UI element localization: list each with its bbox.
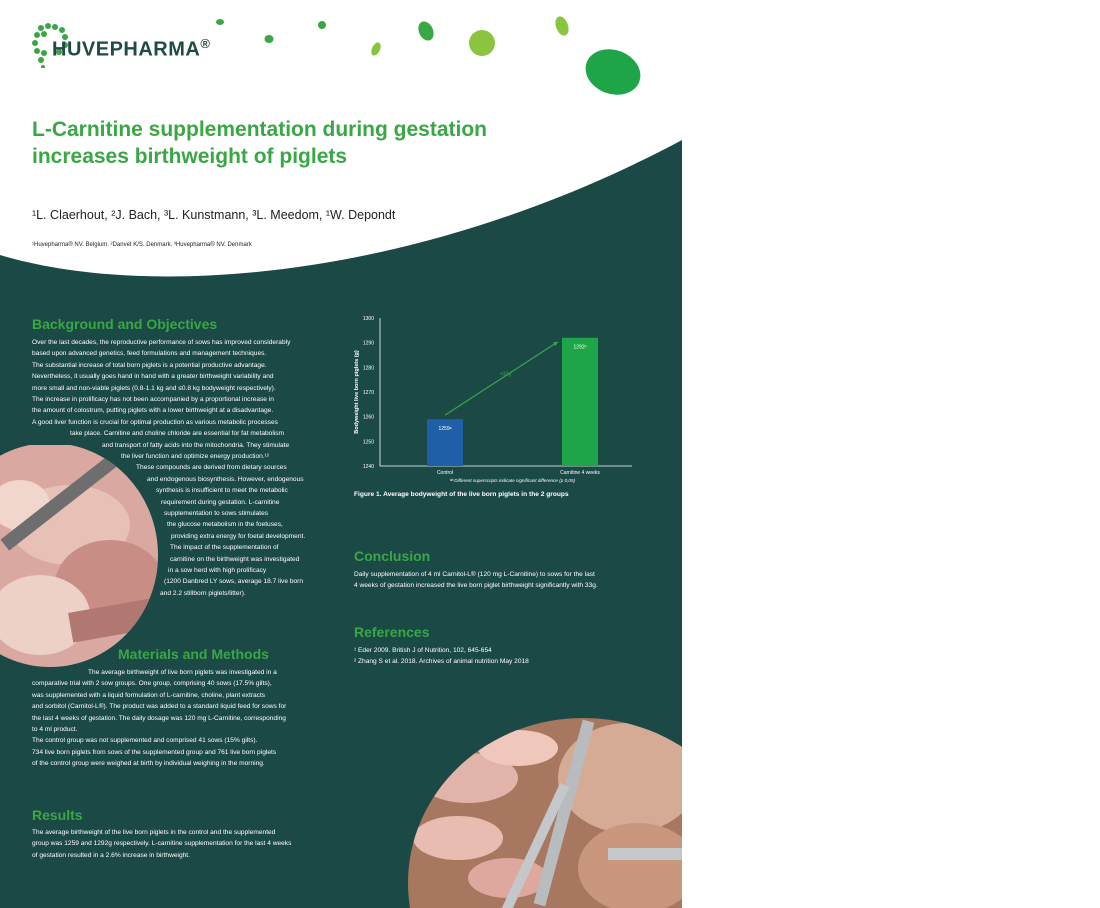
background-line: more small and non-viable piglets (0.8-1.1 kg and ≤0.8 kg bodyweight respectively).: [32, 384, 276, 392]
title-line-2: increases birthweight of piglets: [32, 145, 348, 168]
birthweight-chart: [352, 312, 642, 487]
background-line: and 2.2 stillborn piglets/litter).: [160, 589, 246, 597]
background-line: carnitine on the birthweight was investigated: [170, 555, 300, 563]
results-line: group was 1259 and 1292g respectively. L-carnitine supplementation for the last 4 weeks: [32, 840, 292, 848]
background-line: and endogenous biosynthesis. However, endogenous: [147, 475, 304, 483]
background-line: and transport of fatty acids into the mitochondria. They stimulate: [102, 441, 290, 449]
background-line: in a sow herd with high prolificacy: [168, 567, 267, 574]
materials-line: to 4 ml product.: [32, 726, 78, 733]
y-tick-label: 1240: [362, 464, 374, 470]
background-line: The increase in prolificacy has not been accompanied by a proportional increase in: [32, 396, 274, 403]
results-line: The average birthweight of the live born piglets in the control and the supplemented: [32, 829, 276, 836]
background-line: the glucose metabolism in the foetuses,: [167, 521, 283, 529]
background-heading: Background and Objectives: [32, 316, 218, 332]
background-line: (1200 Danbred LY sows, average 18.7 live born: [164, 578, 304, 586]
background-line: the amount of colostrum, putting piglets with a lower birthweight at a disadvantage.: [32, 407, 274, 415]
piglets-photo-right: [408, 718, 682, 908]
materials-line: the last 4 weeks of gestation. The daily dosage was 120 mg L-Carnitine, corresponding: [32, 714, 286, 722]
authors: ¹L. Claerhout, ²J. Bach, ³L. Kunstmann, ³L. Meedom, ¹W. Depondt: [32, 208, 396, 222]
brand-name: [52, 36, 210, 62]
materials-line: comparative trial with 2 sow groups. One group, comprising 40 sows (17.5% gilts),: [32, 680, 272, 688]
materials-line: The average birthweight of live born piglets was investigated in a: [88, 669, 277, 676]
bar-value-label: 1292ᵇ: [573, 344, 587, 351]
y-tick-label: 1250: [362, 439, 374, 446]
background-line: requirement during gestation. L-carnitine: [161, 498, 280, 506]
title-line-1: L-Carnitine supplementation during gestation: [32, 118, 488, 141]
background-line: synthesis is insufficient to meet the metabolic: [156, 487, 288, 495]
materials-line: 734 live born piglets from sows of the supplemented group and 761 live born piglets: [32, 748, 277, 756]
brand-registered-mark: ®: [200, 36, 211, 51]
y-tick-label: 1260: [362, 414, 374, 421]
results-heading: Results: [32, 807, 83, 823]
poster-title: [32, 116, 592, 170]
increase-annotation: +33g: [499, 371, 512, 378]
conclusion-line: Daily supplementation of 4 ml Carnitol-L® (120 mg L-Carnitine) to sows for the last: [354, 571, 595, 578]
background-line: supplementation to sows stimulates: [164, 510, 269, 517]
materials-heading: Materials and Methods: [118, 646, 269, 662]
references-line: ¹ Eder 2009. British J of Nutrition, 102, 645-654: [354, 647, 492, 654]
affiliations: ¹Huvepharma® NV. Belgium. ²Danvet K/S. Denmark. ³Huvepharma® NV. Denmark: [32, 242, 252, 248]
background-line: A good liver function is crucial for optimal production as various metabolic processes: [32, 418, 278, 426]
y-tick-label: 1280: [362, 365, 374, 372]
materials-line: and sorbitol (Carnitol-L®). The product was added to a standard liquid feed for sows for: [32, 703, 287, 711]
references-heading: References: [354, 624, 430, 640]
y-axis-label: Bodyweight live born piglets (g): [354, 350, 360, 434]
background-line: the liver function and optimize energy production.¹²: [121, 453, 270, 460]
piglets-photo-left: [0, 445, 165, 667]
materials-line: of the control group were weighed at birth by individual weighing in the morning.: [32, 760, 265, 768]
x-tick-label: Control: [436, 470, 454, 476]
background-line: These compounds are derived from dietary sources: [136, 464, 287, 472]
increase-arrow-line: [445, 342, 558, 415]
chart-footnote: ᵃᵇ Different superscripts indicate significant difference (p 0,05): [449, 478, 576, 483]
background-line: based upon advanced genetics, feed formulations and management techniques.: [32, 350, 267, 358]
materials-line: The control group was not supplemented and comprised 41 sows (15% gilts).: [32, 737, 258, 745]
conclusion-heading: Conclusion: [354, 548, 431, 564]
bar-value-label: 1259ᵃ: [438, 426, 452, 433]
brand-name-text: HUVEPHARMA: [52, 38, 201, 61]
results-line: of gestation resulted in a 2.6% increase in birthweight.: [32, 851, 190, 859]
background-line: take place. Carnitine and choline chloride are essential for fat metabolism: [70, 430, 285, 438]
y-tick-label: 1290: [362, 340, 374, 347]
figure-caption: Figure 1. Average bodyweight of the live born piglets in the 2 groups: [354, 491, 569, 498]
background-line: Over the last decades, the reproductive performance of sows has improved considerably: [32, 339, 291, 346]
references-line: ² Zhang S et al. 2018. Archives of animal nutrition May 2018: [354, 658, 529, 666]
background-line: Nevertheless, it usually goes hand in hand with a greater birthweight variability and: [32, 373, 274, 381]
bar-carnitine: [562, 338, 598, 466]
materials-line: was supplemented with a liquid formulation of L-carnitine, choline, plant extracts: [32, 691, 266, 699]
background-line: The impact of the supplementation of: [170, 544, 279, 552]
background-line: providing extra energy for foetal development.: [171, 532, 306, 540]
background-line: The substantial increase of total born piglets is a potential productive advantage.: [32, 361, 267, 369]
y-tick-label: 1270: [362, 390, 374, 396]
x-tick-label: Carnitine 4 weeks: [560, 470, 600, 476]
y-tick-label: 1300: [362, 316, 374, 322]
conclusion-line: 4 weeks of gestation increased the live born piglet birthweight significantly with 33g.: [354, 582, 598, 590]
